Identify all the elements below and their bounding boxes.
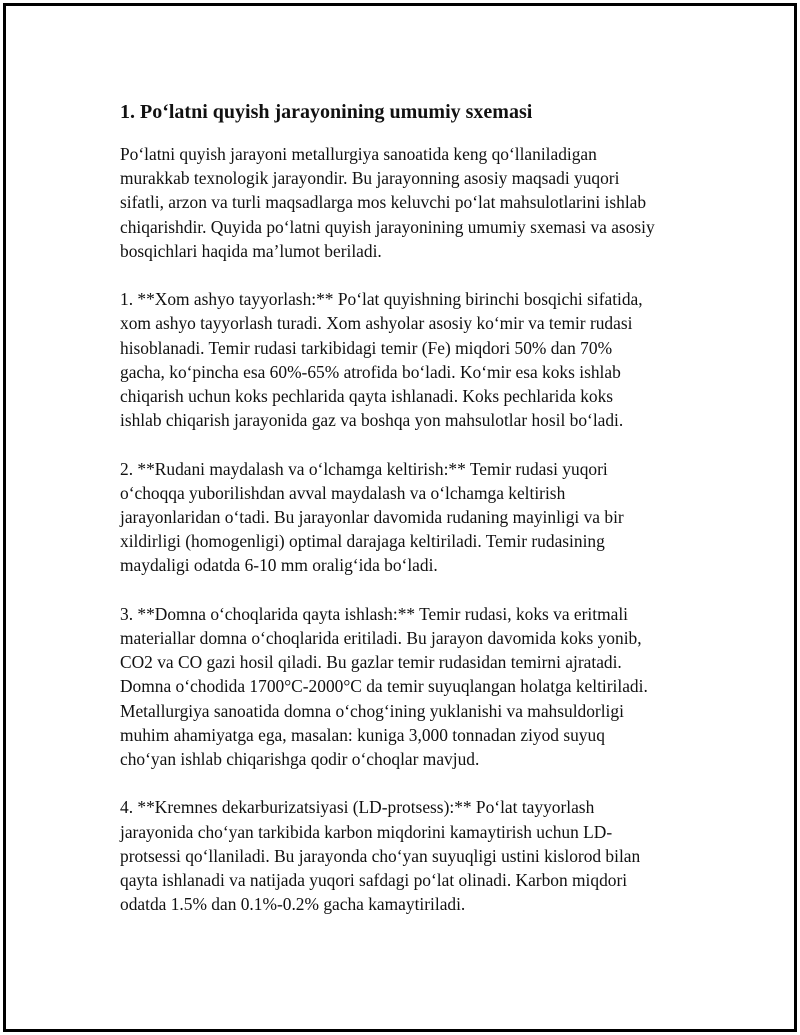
text-line: murakkab texnologik jarayondir. Bu jarayonning asosiy maqsadi yuqori bbox=[120, 168, 620, 189]
text-line: protsessi qo‘llaniladi. Bu jarayonda cho‘yan suyuqligi ustini kislorod bilan bbox=[120, 845, 641, 866]
text-line: odatda 1.5% dan 0.1%-0.2% gacha kamaytiriladi. bbox=[120, 894, 466, 915]
text-line: 4. **Kremnes dekarburizatsiyasi (LD-protsess):** Po‘lat tayyorlash bbox=[120, 797, 595, 818]
text-line: jarayonida cho‘yan tarkibida karbon miqdorini kamaytirish uchun LD- bbox=[120, 821, 613, 842]
text-line: cho‘yan ishlab chiqarishga qodir o‘choqlar mavjud. bbox=[120, 749, 480, 770]
text-line: maydaligi odatda 6-10 mm oralig‘ida bo‘ladi. bbox=[120, 555, 438, 576]
text-line: 3. **Domna o‘choqlarida qayta ishlash:** Temir rudasi, koks va eritmali bbox=[120, 603, 628, 624]
text-line: Domna o‘chodida 1700°C-2000°C da temir suyuqlangan holatga keltiriladi. bbox=[120, 676, 648, 697]
document-body bbox=[120, 98, 700, 941]
paragraph-step-2 bbox=[120, 457, 700, 578]
text-line: xom ashyo tayyorlash turadi. Xom ashyolar asosiy ko‘mir va temir rudasi bbox=[120, 313, 633, 334]
page-frame bbox=[3, 3, 797, 1032]
paragraph-step-1 bbox=[120, 287, 700, 432]
text-line: xildirligi (homogenligi) optimal darajaga keltiriladi. Temir rudasining bbox=[120, 531, 605, 552]
text-line: qayta ishlanadi va natijada yuqori safdagi po‘lat olinadi. Karbon miqdori bbox=[120, 870, 628, 891]
paragraph-step-3 bbox=[120, 602, 700, 771]
paragraph-intro bbox=[120, 142, 700, 263]
paragraph-step-4 bbox=[120, 795, 700, 916]
text-line: chiqarish uchun koks pechlarida qayta ishlanadi. Koks pechlarida koks bbox=[120, 386, 614, 407]
text-line: materiallar domna o‘choqlarida eritiladi. Bu jarayon davomida koks yonib, bbox=[120, 628, 642, 649]
text-line: Po‘latni quyish jarayoni metallurgiya sanoatida keng qo‘llaniladigan bbox=[120, 144, 597, 164]
text-line: o‘choqqa yuborilishdan avval maydalash va o‘lchamga keltirish bbox=[120, 482, 566, 503]
text-line: CO2 va CO gazi hosil qiladi. Bu gazlar temir rudasidan temirni ajratadi. bbox=[120, 652, 622, 673]
text-line: 1. **Xom ashyo tayyorlash:** Po‘lat quyishning birinchi bosqichi sifatida, bbox=[120, 289, 643, 310]
text-line: muhim ahamiyatga ega, masalan: kuniga 3,000 tonnadan ziyod suyuq bbox=[120, 724, 605, 745]
text-line: jarayonlaridan o‘tadi. Bu jarayonlar davomida rudaning mayinligi va bir bbox=[120, 507, 624, 528]
page-title: 1. Po‘latni quyish jarayonining umumiy sxemasi bbox=[120, 101, 533, 123]
text-line: gacha, ko‘pincha esa 60%-65% atrofida bo‘ladi. Ko‘mir esa koks ishlab bbox=[120, 361, 621, 382]
text-line: chiqarishdir. Quyida po‘latni quyish jarayonining umumiy sxemasi va asosiy bbox=[120, 216, 655, 237]
text-line: ishlab chiqarish jarayonida gaz va boshqa yon mahsulotlar hosil bo‘ladi. bbox=[120, 410, 624, 431]
text-line: Metallurgiya sanoatida domna o‘chog‘ining yuklanishi va mahsuldorligi bbox=[120, 700, 624, 721]
text-line: sifatli, arzon va turli maqsadlarga mos keluvchi po‘lat mahsulotlarini ishlab bbox=[120, 192, 647, 213]
text-line: hisoblanadi. Temir rudasi tarkibidagi temir (Fe) miqdori 50% dan 70% bbox=[120, 337, 613, 358]
text-line: 2. **Rudani maydalash va o‘lchamga keltirish:** Temir rudasi yuqori bbox=[120, 458, 608, 479]
text-line: bosqichlari haqida ma’lumot beriladi. bbox=[120, 240, 382, 261]
